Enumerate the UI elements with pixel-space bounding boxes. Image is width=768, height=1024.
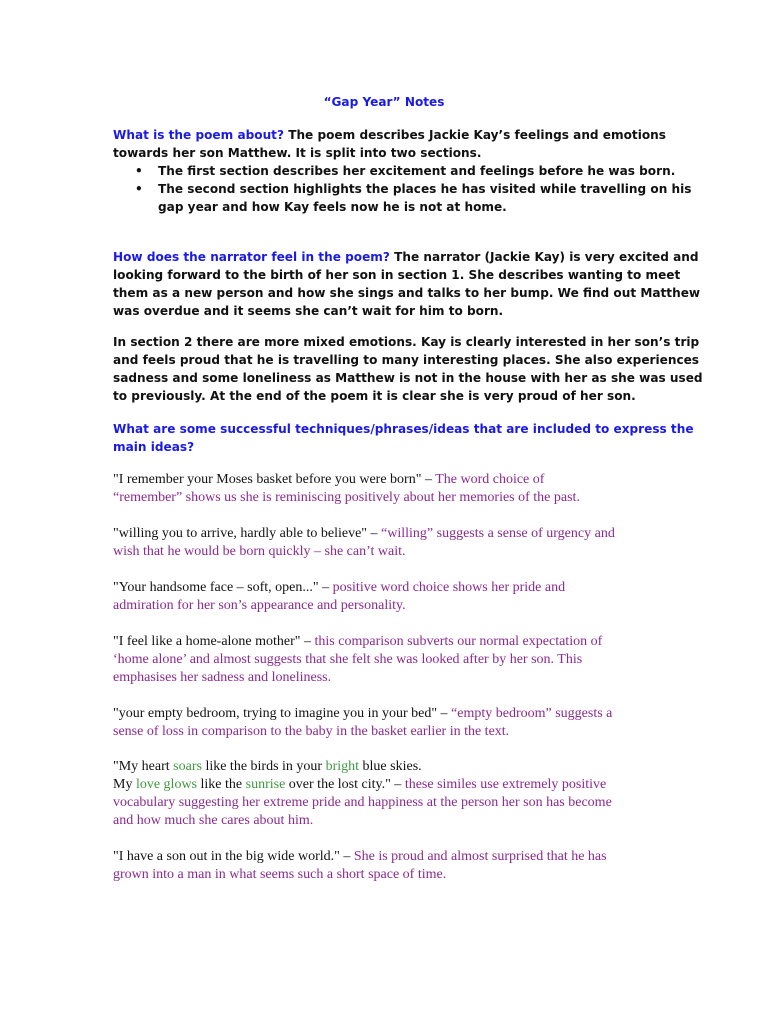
- bullet-icon: •: [135, 182, 143, 196]
- bullet-icon: •: [135, 164, 143, 178]
- highlight-word: soars: [173, 759, 202, 774]
- about-answer-line-2: towards her son Matthew. It is split into two sections.: [113, 146, 482, 160]
- highlight-word: bright: [325, 759, 360, 774]
- quote-text: "your empty bedroom, trying to imagine you in your bed" –: [113, 706, 452, 721]
- quote-commentary: The word choice of: [435, 472, 545, 487]
- highlight-word: love glows: [135, 777, 198, 792]
- about-section: [113, 126, 692, 216]
- quote-text: "willing you to arrive, hardly able to believe" –: [113, 526, 382, 541]
- quote-item-6: "My heart soars like the birds in your bright blue skies. My love glows like the sunrise over the lost city." – these similes use extremely positive vocabulary suggesting her extreme pride and happiness at the person her son has become and how much she cares about him.: [113, 759, 612, 828]
- quote-commentary: “empty bedroom” suggests a: [451, 706, 613, 721]
- feel-section: How does the narrator feel in the poem? The narrator (Jackie Kay) is very excited and looking forward to the birth of her son in section 1. She describes wanting to meet them as a new person and how she sings and talks to her bump. We find out Matthew was overdue and it seems she can’t wait for him to born.: [113, 250, 701, 318]
- about-bullet-list: [113, 162, 692, 216]
- quote-item-1: "I remember your Moses basket before you were born" – The word choice of “remember” shows us she is reminiscing positively about her memories of the past.: [113, 472, 580, 505]
- quote-text: "I have a son out in the big wide world." –: [113, 849, 354, 864]
- techniques-question: What are some successful techniques/phrases/ideas that are included to express the main ideas?: [113, 422, 694, 454]
- section2-paragraph: In section 2 there are more mixed emotions. Kay is clearly interested in her son’s trip and feels proud that he is travelling to many interesting places. She also experiences sadness and some loneliness as Matthew is not in the house with her as she was used to previously. At the end of the poem it is clear she is very proud of her son.: [113, 335, 703, 403]
- page-title: “Gap Year” Notes: [323, 95, 445, 109]
- quote-commentary: positive word choice shows her pride and: [332, 580, 566, 595]
- feel-question: How does the narrator feel in the poem?: [113, 250, 390, 264]
- quote-commentary: She is proud and almost surprised that he has: [353, 849, 607, 864]
- quote-item-3: "Your handsome face – soft, open..." – positive word choice shows her pride and admiration for her son’s appearance and personality.: [113, 580, 566, 613]
- highlight-word: sunrise: [245, 777, 286, 792]
- about-question: What is the poem about?: [113, 128, 284, 142]
- quote-item-5: "your empty bedroom, trying to imagine you in your bed" – “empty bedroom” suggests a sense of loss in comparison to the baby in the basket earlier in the text.: [113, 706, 613, 739]
- about-answer-line-1: The poem describes Jackie Kay’s feelings and emotions: [283, 128, 666, 142]
- list-item: • The first section describes her excitement and feelings before he was born.: [135, 164, 676, 178]
- quote-text: "I feel like a home-alone mother" –: [113, 634, 315, 649]
- quote-text: "Your handsome face – soft, open..." –: [113, 580, 333, 595]
- list-item: • The second section highlights the places he has visited while travelling on his gap year and how Kay feels now he is not at home.: [135, 182, 692, 214]
- quote-commentary: “willing” suggests a sense of urgency and: [381, 526, 615, 541]
- quote-text: "I remember your Moses basket before you were born" –: [113, 472, 436, 487]
- quote-item-7: "I have a son out in the big wide world." – She is proud and almost surprised that he has grown into a man in what seems such a short space of time.: [113, 849, 607, 882]
- quote-commentary: this comparison subverts our normal expectation of: [314, 634, 603, 649]
- quote-item-2: "willing you to arrive, hardly able to believe" – “willing” suggests a sense of urgency and wish that he would be born quickly – she can’t wait.: [113, 526, 615, 559]
- quote-item-4: "I feel like a home-alone mother" – this comparison subverts our normal expectation of ‘home alone’ and almost suggests that she felt she was looked after by her son. This emphasises her sadness and loneliness.: [113, 634, 603, 685]
- quote-commentary: these similes use extremely positive: [404, 777, 607, 792]
